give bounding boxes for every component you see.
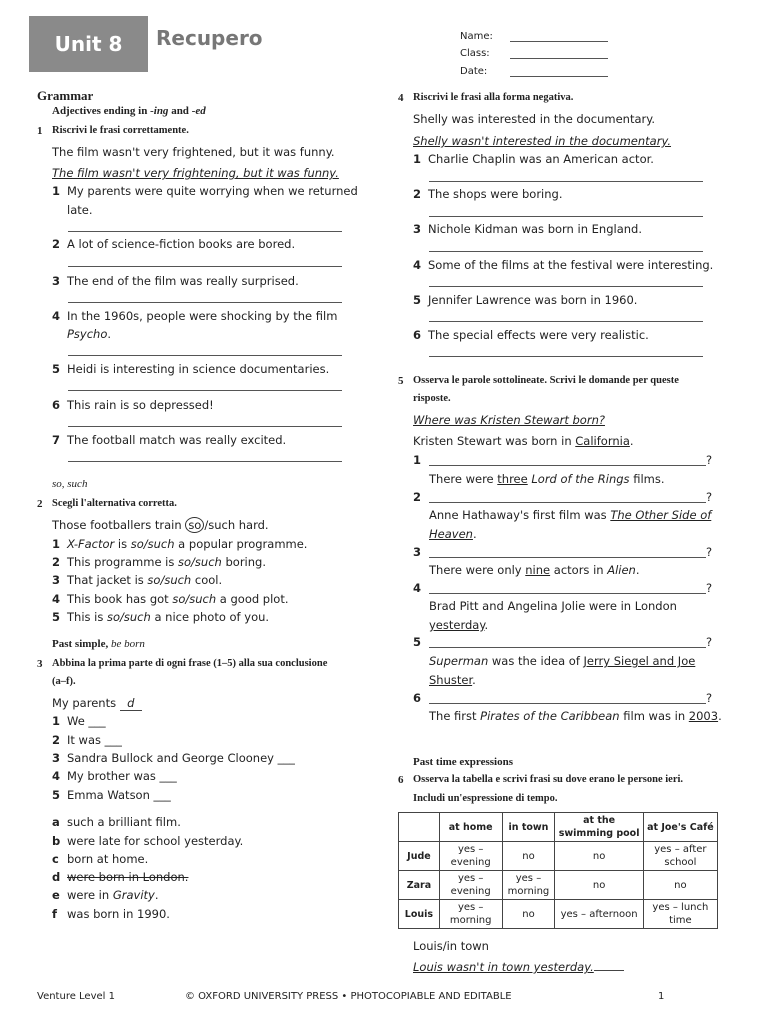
ex5-item: There were only nine actors in Alien. bbox=[429, 563, 640, 577]
exercise-1-example: The film wasn't very frightened, but it was funny. bbox=[52, 145, 335, 159]
question-mark: ? bbox=[706, 545, 713, 559]
ex4-item: 1 Charlie Chaplin was an American actor. bbox=[413, 152, 654, 166]
table-cell: no bbox=[555, 871, 643, 900]
exercise-1-example-answer: The film wasn't very frightening, but it was funny. bbox=[52, 166, 339, 180]
date-label: Date: bbox=[460, 66, 488, 77]
table-cell: no bbox=[643, 871, 717, 900]
exercise-2-number: 2 bbox=[37, 498, 43, 510]
table-cell: Zara bbox=[399, 871, 440, 900]
question-mark: ? bbox=[706, 581, 713, 595]
name-label: Name: bbox=[460, 31, 493, 42]
ex1-item-cont: late. bbox=[67, 203, 93, 217]
ex1-item: 7 The football match was really excited. bbox=[52, 433, 287, 447]
ex5-item-cont: Shuster. bbox=[429, 673, 476, 687]
subheading-so-such: so, such bbox=[52, 478, 88, 490]
table-cell: yes – morning bbox=[502, 871, 555, 900]
table-header-cell: at the swimming pool bbox=[555, 813, 643, 842]
exercise-5-instruction-cont: risposte. bbox=[413, 393, 451, 404]
page-title: Recupero bbox=[156, 26, 263, 50]
ex5-item: Anne Hathaway's first film was The Other Side of bbox=[429, 508, 712, 522]
ex5-question-number: 4 bbox=[413, 581, 422, 595]
ex4-item: 3 Nichole Kidman was born in England. bbox=[413, 222, 642, 236]
exercise-6-example: Louis/in town bbox=[413, 939, 489, 953]
ex3-item: 1 We ___ bbox=[52, 714, 106, 728]
ex1-answer-line[interactable] bbox=[68, 355, 342, 356]
ex5-item-cont: yesterday. bbox=[429, 618, 489, 632]
exercise-6-instruction: Osserva la tabella e scrivi frasi su dove erano le persone ieri. bbox=[413, 774, 684, 785]
exercise-5-example-question: Where was Kristen Stewart born? bbox=[413, 413, 605, 427]
table-cell: yes – morning bbox=[439, 900, 502, 929]
ex2-item: 4 This book has got so/such a good plot. bbox=[52, 592, 289, 606]
exercise-5-instruction: Osserva le parole sottolineate. Scrivi le domande per queste bbox=[413, 375, 679, 386]
exercise-4-example: Shelly was interested in the documentary. bbox=[413, 112, 656, 126]
ex3-option: b were late for school yesterday. bbox=[52, 834, 244, 848]
ex3-option: f was born in 1990. bbox=[52, 907, 170, 921]
ex1-item: 3 The end of the film was really surprised. bbox=[52, 274, 299, 288]
ex1-answer-line[interactable] bbox=[68, 266, 342, 267]
exercise-3-instruction: Abbina la prima parte di ogni frase (1–5) alla sua conclusione bbox=[52, 658, 328, 669]
exercise-6-number: 6 bbox=[398, 774, 404, 786]
exercise-3-number: 3 bbox=[37, 658, 43, 670]
question-mark: ? bbox=[706, 453, 713, 467]
ex1-item: 5 Heidi is interesting in science documentaries. bbox=[52, 362, 330, 376]
exercise-2-instruction: Scegli l'alternativa corretta. bbox=[52, 498, 177, 509]
ex5-item: Brad Pitt and Angelina Jolie were in London bbox=[429, 599, 677, 613]
grammar-heading: Grammar bbox=[37, 88, 94, 103]
ex5-question-number: 2 bbox=[413, 490, 422, 504]
table-cell: yes – after school bbox=[643, 842, 717, 871]
ex5-question-number: 6 bbox=[413, 691, 422, 705]
ex3-item: 2 It was ___ bbox=[52, 733, 122, 747]
ex2-item: 3 That jacket is so/such cool. bbox=[52, 573, 223, 587]
table-cell: no bbox=[502, 900, 555, 929]
ex1-answer-line[interactable] bbox=[68, 390, 342, 391]
page-number: 1 bbox=[658, 991, 665, 1002]
footer-copyright: © OXFORD UNIVERSITY PRESS • PHOTOCOPIABLE AND EDITABLE bbox=[185, 991, 512, 1002]
class-field[interactable] bbox=[510, 58, 608, 59]
ex5-answer-line[interactable] bbox=[429, 557, 706, 558]
date-field[interactable] bbox=[510, 76, 608, 77]
ex4-item: 2 The shops were boring. bbox=[413, 187, 563, 201]
table-cell: Louis bbox=[399, 900, 440, 929]
ex3-item: 4 My brother was ___ bbox=[52, 769, 177, 783]
so-such-choice[interactable]: so/such bbox=[147, 573, 192, 587]
ex3-option: a such a brilliant film. bbox=[52, 815, 181, 829]
table-cell: yes – lunch time bbox=[643, 900, 717, 929]
exercise-4-example-answer: Shelly wasn't interested in the documentary. bbox=[413, 134, 672, 148]
ex4-answer-line[interactable] bbox=[429, 181, 703, 182]
table-cell: no bbox=[502, 842, 555, 871]
ex4-answer-line[interactable] bbox=[429, 356, 703, 357]
footer-level: Venture Level 1 bbox=[37, 991, 115, 1002]
ex1-item: 2 A lot of science-fiction books are bored. bbox=[52, 237, 296, 251]
table-row bbox=[399, 842, 718, 871]
exercise-6-instruction-cont: Includi un'espressione di tempo. bbox=[413, 793, 558, 804]
ex3-option: e were in Gravity. bbox=[52, 888, 159, 902]
exercise-4-number: 4 bbox=[398, 92, 404, 104]
ex4-answer-line[interactable] bbox=[429, 216, 703, 217]
ex2-item: 5 This is so/such a nice photo of you. bbox=[52, 610, 270, 624]
table-header-cell: at home bbox=[439, 813, 502, 842]
exercise-5-example-answer: Kristen Stewart was born in California. bbox=[413, 434, 634, 448]
ex5-item-cont: Heaven. bbox=[429, 527, 477, 541]
table-header-cell: in town bbox=[502, 813, 555, 842]
class-label: Class: bbox=[460, 48, 490, 59]
table-cell: yes – evening bbox=[439, 842, 502, 871]
exercise-2-example: Those footballers train so /such hard. bbox=[52, 518, 269, 532]
question-mark: ? bbox=[706, 490, 713, 504]
ex2-item: 1 X-Factor is so/such a popular programme. bbox=[52, 537, 308, 551]
so-such-choice[interactable]: so/such bbox=[178, 555, 222, 569]
ex1-answer-line[interactable] bbox=[68, 426, 342, 427]
ex5-answer-line[interactable] bbox=[429, 647, 706, 648]
table-cell: yes – afternoon bbox=[555, 900, 643, 929]
ex1-item: 6 This rain is so depressed! bbox=[52, 398, 214, 412]
question-mark: ? bbox=[706, 691, 713, 705]
question-mark: ? bbox=[706, 635, 713, 649]
ex4-item: 5 Jennifer Lawrence was born in 1960. bbox=[413, 293, 638, 307]
so-such-choice[interactable]: so/such bbox=[172, 592, 217, 606]
ex3-item: 3 Sandra Bullock and George Clooney ___ bbox=[52, 751, 295, 765]
ex5-item: Superman was the idea of Jerry Siegel and Joe bbox=[429, 654, 696, 668]
whereabouts-table bbox=[398, 812, 718, 929]
ex1-item-cont: Psycho. bbox=[67, 327, 112, 341]
exercise-6-example-answer: Louis wasn't in town yesterday. bbox=[413, 960, 624, 974]
ex5-question-number: 1 bbox=[413, 453, 422, 467]
table-header-cell: at Joe's Café bbox=[643, 813, 717, 842]
table-cell: no bbox=[555, 842, 643, 871]
ex1-answer-line[interactable] bbox=[68, 302, 342, 303]
exercise-4-instruction: Riscrivi le frasi alla forma negativa. bbox=[413, 92, 574, 103]
subheading-adjectives: Adjectives ending in -ing and -ed bbox=[52, 105, 206, 117]
exercise-1-instruction: Riscrivi le frasi correttamente. bbox=[52, 125, 189, 136]
ex5-answer-line[interactable] bbox=[429, 465, 706, 466]
ex1-item: 4 In the 1960s, people were shocking by the film bbox=[52, 309, 338, 323]
ex1-answer-line[interactable] bbox=[68, 461, 342, 462]
ex1-answer-line[interactable] bbox=[68, 231, 342, 232]
ex4-answer-line[interactable] bbox=[429, 286, 703, 287]
ex5-answer-line[interactable] bbox=[429, 703, 706, 704]
exercise-3-example: My parents d bbox=[52, 696, 142, 711]
ex3-option-used: d were born in London. bbox=[52, 870, 189, 884]
ex5-item: The first Pirates of the Caribbean film was in 2003. bbox=[429, 709, 722, 723]
ex5-question-number: 5 bbox=[413, 635, 422, 649]
name-field[interactable] bbox=[510, 41, 608, 42]
table-row bbox=[399, 871, 718, 900]
ex3-option: c born at home. bbox=[52, 852, 149, 866]
ex4-answer-line[interactable] bbox=[429, 321, 703, 322]
ex5-question-number: 3 bbox=[413, 545, 422, 559]
ex1-item: 1 My parents were quite worrying when we returned bbox=[52, 184, 358, 198]
table-cell: Jude bbox=[399, 842, 440, 871]
ex4-item: 4 Some of the films at the festival were interesting. bbox=[413, 258, 714, 272]
ex4-answer-line[interactable] bbox=[429, 251, 703, 252]
table-cell: yes – evening bbox=[439, 871, 502, 900]
subheading-past-simple: Past simple, be born bbox=[52, 638, 145, 650]
ex5-item: There were three Lord of the Rings films. bbox=[429, 472, 665, 486]
subheading-past-time: Past time expressions bbox=[413, 756, 514, 768]
table-header-row bbox=[399, 813, 718, 842]
exercise-1-number: 1 bbox=[37, 125, 43, 137]
ex5-answer-line[interactable] bbox=[429, 593, 706, 594]
exercise-3-instruction-cont: (a–f). bbox=[52, 676, 76, 687]
table-row bbox=[399, 900, 718, 929]
exercise-5-number: 5 bbox=[398, 375, 404, 387]
ex2-item: 2 This programme is so/such boring. bbox=[52, 555, 266, 569]
so-such-choice[interactable]: so/such bbox=[107, 610, 151, 624]
ex5-answer-line[interactable] bbox=[429, 502, 706, 503]
ex4-item: 6 The special effects were very realistic. bbox=[413, 328, 649, 342]
ex3-item: 5 Emma Watson ___ bbox=[52, 788, 171, 802]
table-header-cell bbox=[399, 813, 440, 842]
unit-label: Unit 8 bbox=[29, 16, 148, 72]
so-such-choice[interactable]: so/such bbox=[130, 537, 175, 551]
